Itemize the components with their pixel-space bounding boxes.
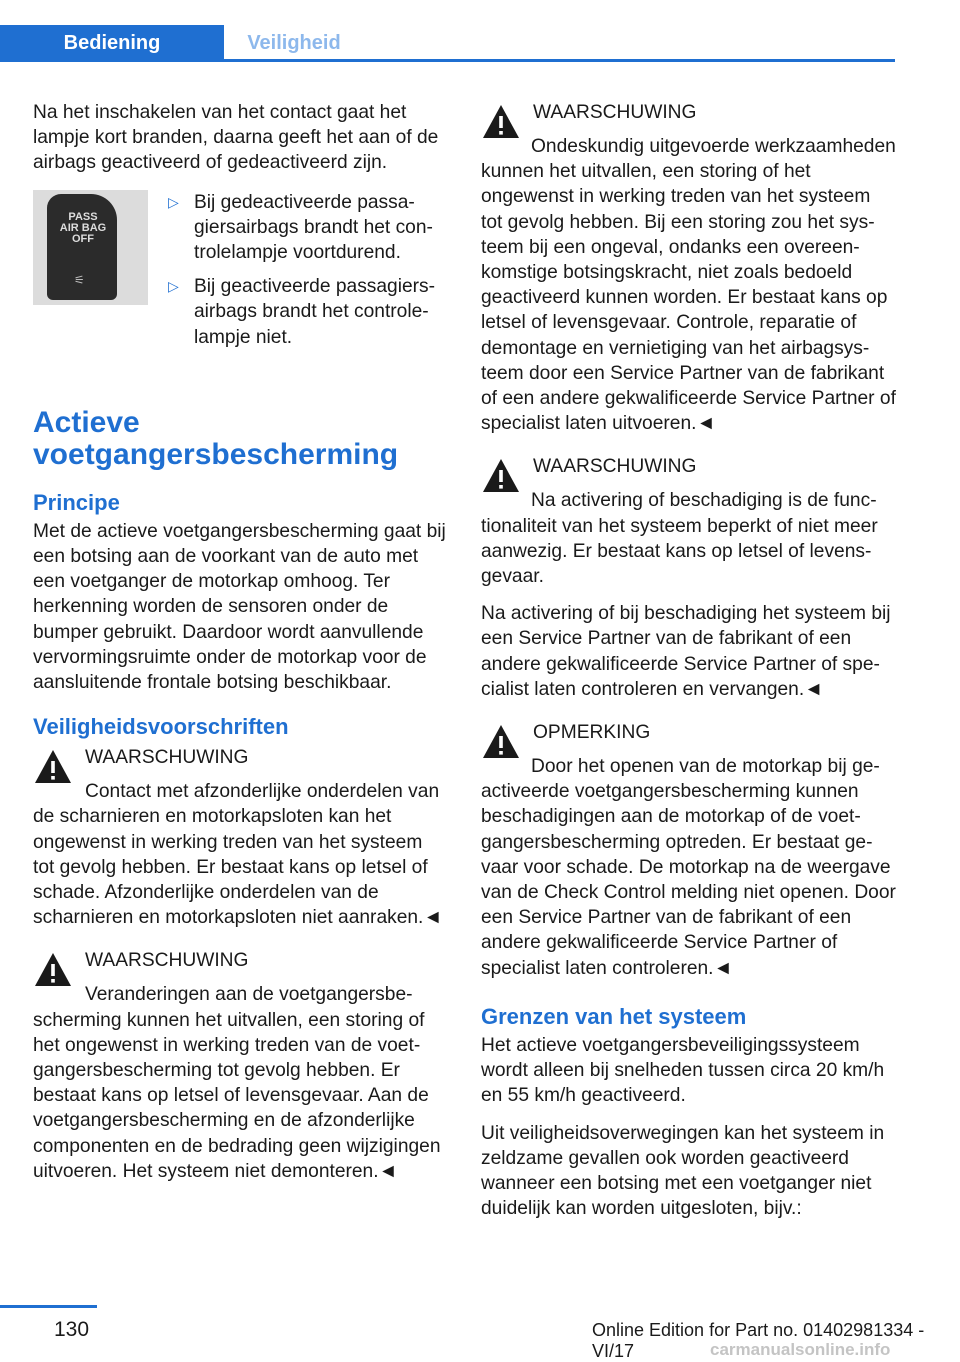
passenger-seat-icon: ⚟ xyxy=(74,272,85,287)
left-column xyxy=(33,100,448,1196)
list-item: ▷ Bij gedeactiveerde passagiersairbags brandt het controlelampje voortdurend. xyxy=(168,191,433,264)
note-triangle-icon xyxy=(481,722,521,762)
triangle-bullet-icon: ▷ xyxy=(168,193,179,210)
after-warning-paragraph: Na activering of bij beschadiging het systeem bij een Service Partner van de fabrikant of een andere gekwalificeerde Service Partner of specialist laten controleren en vervangen.◄ xyxy=(481,603,891,700)
intro-paragraph: Na het inschakelen van het contact gaat het lampje kort branden, daarna geeft het aan of de airbags geactiveerd of gedeactiveerd zijn. xyxy=(33,102,439,174)
warning-block xyxy=(481,454,896,589)
warning-block xyxy=(33,745,448,930)
warning-title: WAARSCHUWING xyxy=(85,950,249,972)
warning-title: WAARSCHUWING xyxy=(533,102,697,123)
warning-text: Na activering of beschadiging is de functionaliteit van het systeem beperkt of niet meer aanwezig. Er bestaat kans op letsel of levensgevaar. xyxy=(481,490,878,588)
tab-veiligheid[interactable]: Veiligheid xyxy=(247,32,341,54)
warning-title: WAARSCHUWING xyxy=(533,456,697,478)
page-number: 130 xyxy=(54,1318,90,1341)
warning-block xyxy=(33,948,448,1184)
warning-triangle-icon xyxy=(33,747,73,787)
subheading-safety: Veiligheidsvoorschriften xyxy=(33,714,289,740)
right-column xyxy=(481,100,896,1233)
indicator-figure-row xyxy=(33,190,448,359)
warning-triangle-icon xyxy=(33,950,73,990)
warning-triangle-icon xyxy=(481,102,521,142)
header-tabbar xyxy=(0,0,895,62)
subheading-limits: Grenzen van het systeem xyxy=(481,1003,747,1029)
warning-text: Veranderingen aan de voetgangersbescherming kunnen het uitvallen, een storing of het ongewenst in werking treden van de voetgangersbescherming tot gevolg hebben. Er bestaat kans op letsel of levensgevaar. Aan de voetgangersbescherming en de afzonderlijke componenten en de bedrading geen wijzigingen uitvoeren. Het systeem niet demonteren.◄ xyxy=(33,984,441,1182)
principe-paragraph: Met de actieve voetgangersbescherming gaat bij een botsing aan de voorkant van de auto met een voetganger de motorkap omhoog. Ter herkenning worden de sensoren onder de bumper gebruikt. Daardoor wordt aanvullende vervormingsruimte onder de motorkap voor de aansluitende frontale botsing beschikbaar. xyxy=(33,520,446,694)
warning-block xyxy=(481,100,896,436)
warning-text: Contact met afzonderlijke onderdelen van de scharnieren en motorkapsloten kan het ongewenst in werking treden van het systeem tot gevolg hebben. Er bestaat kans op letsel of schade. Afzonderlijke onderdelen van de scharnieren en motorkapsloten niet aanraken.◄ xyxy=(33,781,443,929)
footer-divider xyxy=(0,1305,97,1308)
subheading-principe: Principe xyxy=(33,489,120,515)
airbag-off-button-text: PASS AIR BAG OFF xyxy=(59,210,107,245)
note-block xyxy=(481,720,896,981)
warning-triangle-icon xyxy=(481,456,521,496)
note-text: Door het openen van de motorkap bij geactiveerde voetgangersbescherming kunnen beschadigingen aan de motorkap of de voetgangersbescherming optreden. Er bestaat gevaar voor schade. De motorkap na de weergave van de Check Control melding niet openen. Door een Service Partner van de fabrikant of een andere gekwalificeerde Service Partner of specialist laten controleren.◄ xyxy=(481,756,896,979)
limits-paragraph-2: Uit veiligheidsoverwegingen kan het systeem in zeldzame gevallen ook worden geactiveerd wanneer een botsing met een voetganger niet duidelijk kan worden uitgesloten, bijv.: xyxy=(481,1122,885,1220)
warning-text: Ondeskundig uitgevoerde werkzaamheden kunnen het uitvallen, een storing of het ongewenst in werking treden van het systeem tot gevolg hebben. Bij een storing zou het systeem bij een ongeval, ondanks een overeenkomstige botsingskracht, niet zoals bedoeld geactiveerd kunnen worden. Er bestaat kans op letsel of levensgevaar. Controle, reparatie of demontage en vernietiging van het airbagsysteem door een Service Partner van de fabrikant of een andere gekwalificeerde Service Partner of specialist laten uitvoeren.◄ xyxy=(481,136,896,435)
edition-label: Online Edition for Part no. 01402981334 - VI/17 xyxy=(592,1320,925,1361)
tab-bediening[interactable]: Bediening xyxy=(0,25,224,62)
note-title: OPMERKING xyxy=(533,722,651,744)
warning-title: WAARSCHUWING xyxy=(85,747,249,769)
passenger-airbag-off-lamp-image xyxy=(33,190,148,305)
lamp-status-list xyxy=(168,190,448,359)
section-title: Actieve voetgangersbescherming xyxy=(33,405,399,471)
list-item: ▷ Bij geactiveerde passagiersairbags brandt het controlelampje niet. xyxy=(168,276,436,348)
limits-paragraph-1: Het actieve voetgangersbeveiligingssysteem wordt alleen bij snelheden tussen circa 20 km/h en 55 km/h geactiveerd. xyxy=(481,1034,885,1107)
triangle-bullet-icon: ▷ xyxy=(168,278,179,295)
header-divider xyxy=(0,59,895,62)
watermark: carmanualsonline.info xyxy=(710,1340,891,1359)
